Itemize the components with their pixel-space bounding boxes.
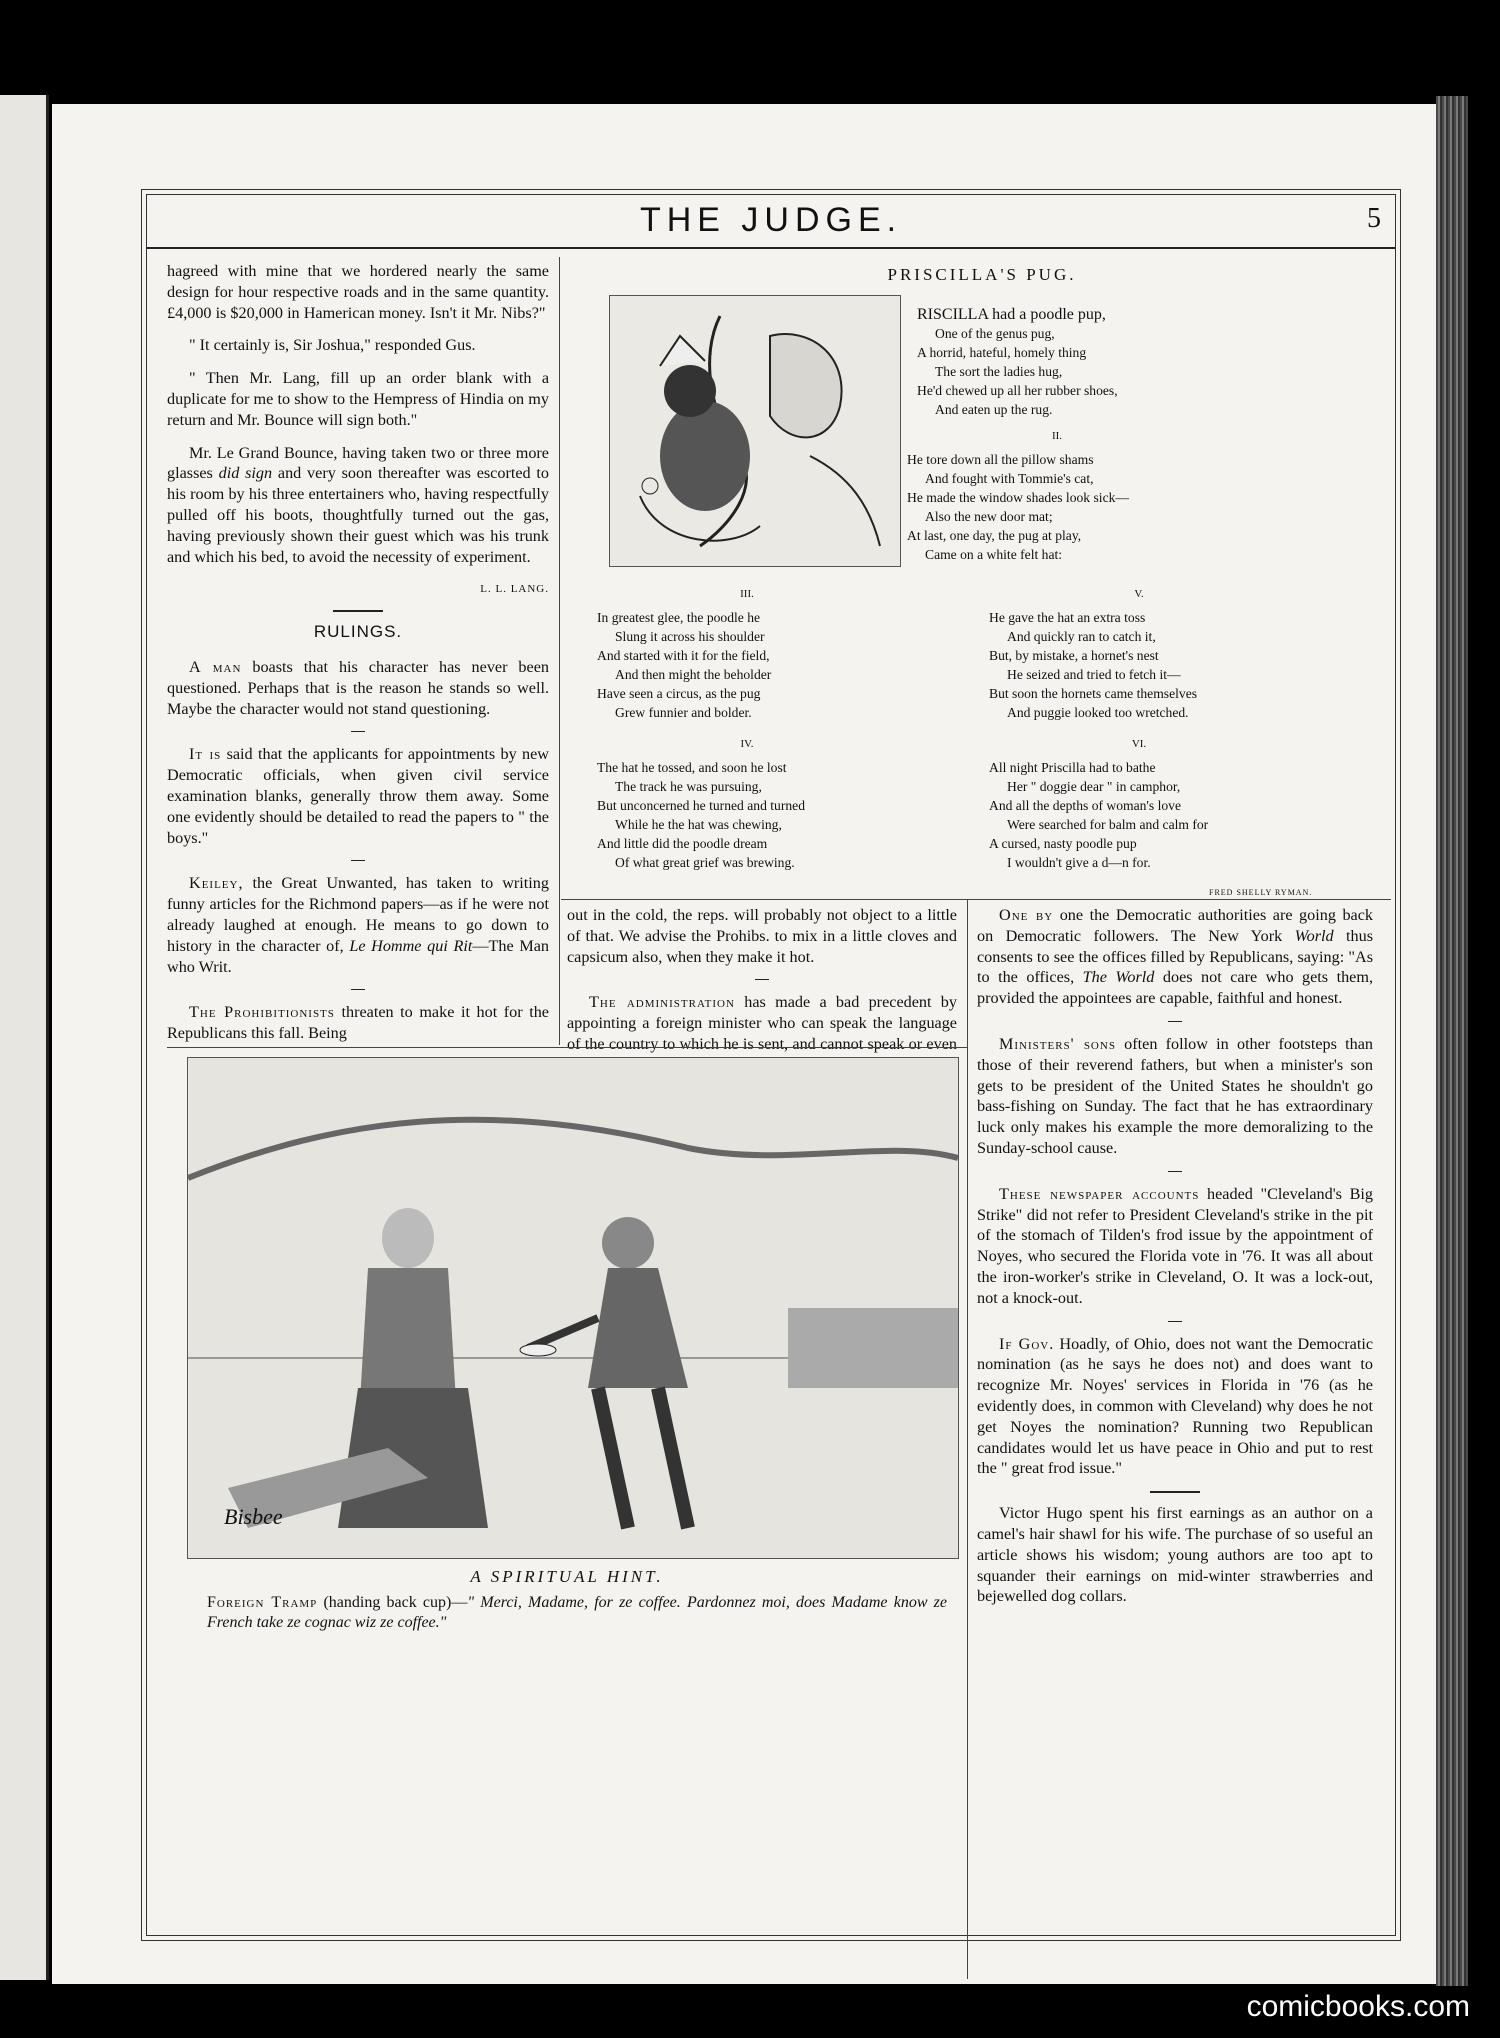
poem-line: And then might the beholder — [615, 667, 772, 682]
book-spine-edge — [1436, 96, 1468, 1986]
editorial-paragraph: Ministers' sons often follow in other footsteps than those of their reverend fathers, but when a minister's son gets to be president of the United States he shouldn't go bass-fishing on Sunday. The fact that he has extraordinary luck only makes his example the more demoralizing to the Sunday-school cause. — [977, 1034, 1374, 1157]
poem-line: And puggie looked too wretched. — [1007, 705, 1189, 720]
cartoon-caption: Foreign Tramp (handing back cup)—" Merci, Madame, for ze coffee. Pardonnez moi, does Madame know ze French take ze cognac wiz ze coffee." — [207, 1594, 947, 1631]
section-rule — [1150, 1491, 1200, 1493]
poem-title: PRISCILLA'S PUG. — [887, 265, 1077, 284]
poem-line: Of what great grief was brewing. — [615, 855, 795, 870]
item-separator — [1168, 1021, 1182, 1022]
poem-signature: FRED SHELLY RYMAN. — [1209, 888, 1313, 897]
stanza-number: IV. — [740, 738, 754, 750]
ruling-item: The Prohibitionists threaten to make it hot for the Republicans this fall. Being — [167, 1003, 549, 1043]
poem-line: One of the genus pug, — [935, 326, 1055, 341]
poem-line: He gave the hat an extra toss — [989, 610, 1146, 625]
cartoon-drawing — [188, 1058, 958, 1558]
page-number: 5 — [1367, 203, 1381, 234]
newspaper-page — [52, 104, 1436, 1984]
poem-line: But unconcerned he turned and turned — [597, 798, 805, 813]
poem-line: The track he was pursuing, — [615, 779, 762, 794]
poem-line: And fought with Tommie's cat, — [925, 471, 1094, 486]
item-separator — [351, 860, 365, 861]
poem-line: All night Priscilla had to bathe — [989, 760, 1156, 775]
story-signature: L. L. LANG. — [480, 583, 549, 596]
pug-drawing — [610, 296, 900, 566]
column-divider — [559, 257, 560, 1045]
poem-stanza-3 — [597, 585, 897, 722]
poem-stanza-1 — [917, 305, 1217, 419]
ruling-item: Keiley, the Great Unwanted, has taken to writing funny articles for the Richmond papers—as if he were not already laughed at enough. He means to go down to history in the character of, Le Homme qui Rit—The Man who Writ. — [167, 874, 549, 976]
stanza-number: III. — [740, 588, 754, 600]
poem-line: Also the new door mat; — [925, 509, 1053, 524]
masthead-title: THE JUDGE. — [639, 201, 903, 239]
editorial-paragraph: Victor Hugo spent his first earnings as an author on a camel's hair shawl for his wife. The purchase of so useful an article shows his wisdom; young authors are too apt to squander their earnings on mid-winter strawberries and bejewelled dog collars. — [977, 1504, 1373, 1606]
story-paragraph: Mr. Le Grand Bounce, having taken two or three more glasses did sign and very soon thereafter was escorted to his room by his three entertainers who, having respectfully pulled off his boots, thoughtfully turned out the gas, having previously shown their guest which was his trunk and which his bed, to avoid the necessity of experiment. — [167, 443, 550, 566]
poem-line: And quickly ran to catch it, — [1007, 629, 1156, 644]
page-frame — [146, 194, 1396, 1936]
poem-line: Were searched for balm and calm for — [1007, 817, 1209, 832]
poem-line: And started with it for the field, — [597, 648, 770, 663]
poem-line: Came on a white felt hat: — [925, 547, 1063, 562]
poem-line: Her " doggie dear " in camphor, — [1007, 779, 1181, 794]
poem-line: A cursed, nasty poodle pup — [989, 836, 1137, 851]
poem-line: A horrid, hateful, homely thing — [917, 345, 1087, 360]
column-divider — [967, 899, 968, 1979]
artist-signature: Bisbee — [224, 1504, 283, 1529]
poem-line: He'd chewed up all her rubber shoes, — [917, 383, 1118, 398]
poem-bottom-rule — [561, 899, 1391, 900]
poem-line: And little did the poodle dream — [597, 836, 768, 851]
ruling-item: A man boasts that his character has never been questioned. Perhaps that is the reason he stands so well. Maybe the character would not stand questioning. — [167, 657, 549, 718]
story-paragraph: " Then Mr. Lang, fill up an order blank with a duplicate for me to show to the Hempress of Hindia on my return and Mr. Bounce will sign both." — [167, 369, 549, 429]
poem-line: Have seen a circus, as the pug — [597, 686, 761, 701]
item-separator — [755, 979, 769, 980]
cartoon-illustration — [187, 1057, 959, 1559]
poem-line: He made the window shades look sick— — [907, 490, 1129, 505]
header-rule — [147, 247, 1395, 249]
editorial-paragraph: One by one the Democratic authorities are going back on Democratic followers. The New York World thus consents to see the offices filled by Republicans, saying: "As to the offices, The World does not care who gets them, provided the appointees are capable, faithful and honest. — [977, 906, 1374, 1008]
story-paragraph: hagreed with mine that we hordered nearly the same design for hour respective roads and in the same quantity. £4,000 is $20,000 in Hamerican money. Isn't it Mr. Nibs?" — [167, 262, 549, 322]
poem-line: In greatest glee, the poodle he — [597, 610, 761, 625]
column-left — [167, 261, 549, 1056]
adjacent-page-edge — [0, 95, 49, 1980]
item-separator — [351, 731, 365, 732]
poem-line: He seized and tried to fetch it— — [1007, 667, 1181, 682]
poem-line: The sort the ladies hug, — [935, 364, 1063, 379]
editorial-paragraph: These newspaper accounts headed "Cleveland's Big Strike" did not refer to President Cleveland's strike in the pit of the stomach of Tilden's frod issue by the appointment of Noyes, who secured the Florida vote in '76. It was all about the iron-worker's strike in Cleveland, O. It was a lock-out, not a knock-out. — [977, 1184, 1373, 1307]
cartoon-title: A SPIRITUAL HINT. — [470, 1567, 664, 1586]
stanza-number: VI. — [1131, 738, 1147, 750]
poem-stanza-6 — [989, 735, 1289, 872]
story-paragraph: " It certainly is, Sir Joshua," responded Gus. — [189, 336, 476, 355]
item-separator — [351, 989, 365, 990]
editorial-paragraph: If Gov. Hoadly, of Ohio, does not want the Democratic nomination (as he says he does not) and does want to recognize Mr. Noyes' services in Florida in '76 (as he evidently does, in common with Cleveland) why does he not get Noyes the nomination? Running two Republican candidates would let us have peace in Ohio and put to rest the " great frod issue." — [977, 1334, 1374, 1478]
poem-line: And all the depths of woman's love — [989, 798, 1181, 813]
section-rule — [333, 610, 383, 612]
poem-line: RISCILLA had a poodle pup, — [917, 306, 1106, 323]
editorial-paragraph: The administration has made a bad precedent by appointing a foreign minister who can speak the language of the country to which he is sent, and cannot speak or even — [567, 993, 957, 1053]
column-right — [977, 905, 1373, 1619]
rulings-heading: RULINGS. — [313, 622, 403, 642]
pug-illustration — [609, 295, 901, 567]
ruling-item: It is said that the applicants for appointments by new Democratic officials, when given civil service examination blanks, generally throw them away. Some one evidently should be detailed to read the papers to " the boys." — [167, 745, 549, 847]
poem-line: At last, one day, the pug at play, — [907, 528, 1082, 543]
stanza-number: II. — [1051, 430, 1063, 442]
poem-line: But, by mistake, a hornet's nest — [989, 648, 1159, 663]
poem-line: I wouldn't give a d—n for. — [1007, 855, 1151, 870]
poem-stanza-5 — [989, 585, 1289, 722]
cartoon-top-rule — [167, 1047, 967, 1048]
editorial-paragraph: out in the cold, the reps. will probably not object to a little of that. We advise the Prohibs. to mix in a little cloves and capsicum also, when they make it hot. — [567, 906, 957, 966]
item-separator — [1168, 1321, 1182, 1322]
poem-stanza-4 — [597, 735, 897, 872]
poem-line: While he the hat was chewing, — [615, 817, 782, 832]
page-header — [147, 195, 1395, 253]
poem-stanza-2 — [907, 427, 1207, 564]
watermark: comicbooks.com — [1246, 1990, 1470, 2023]
poem-line: He tore down all the pillow shams — [907, 452, 1094, 467]
item-separator — [1168, 1171, 1182, 1172]
stanza-number: V. — [1134, 588, 1144, 600]
poem-line: Slung it across his shoulder — [615, 629, 765, 644]
poem-line: And eaten up the rug. — [935, 402, 1053, 417]
poem-line: The hat he tossed, and soon he lost — [597, 760, 787, 775]
poem-line: But soon the hornets came themselves — [989, 686, 1198, 701]
poem-line: Grew funnier and bolder. — [615, 705, 752, 720]
